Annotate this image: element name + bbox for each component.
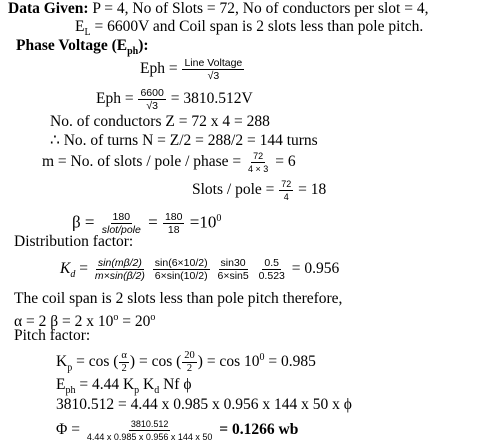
phi-denominator: 4.44 x 0.985 x 0.956 x 144 x 50 (86, 431, 213, 442)
emf-e-sub: ph (65, 385, 76, 397)
eph-value (96, 86, 253, 112)
kd-fraction-3 (215, 257, 250, 282)
emf-e: E (56, 376, 66, 393)
beta-degree: 0 (216, 213, 222, 224)
alpha-text: α = 2 β = 2 x 10 (14, 313, 114, 331)
kp-degree: 0 (259, 352, 265, 363)
kp-cos-3: ) = cos 10 (197, 353, 260, 371)
sp-result: = 18 (298, 181, 327, 198)
coil-span-line: The coil span is 2 slots less than pole pitch therefore, (14, 290, 343, 307)
kd-eq: = (79, 260, 88, 277)
phi-lhs: Φ = (56, 421, 80, 438)
eph2-denominator: √3 (146, 99, 158, 112)
m-numerator: 72 (253, 150, 264, 161)
eph2-lhs: Eph = (96, 90, 134, 107)
beta-result: =10 (189, 212, 217, 232)
m-denominator: 4 × 3 (248, 163, 269, 174)
sp-denominator: 4 (283, 191, 289, 202)
conductors-line: No. of conductors Z = 72 x 4 = 288 (50, 113, 270, 130)
sp-numerator: 72 (281, 178, 292, 189)
phi-formula (56, 414, 298, 446)
kd-num-3: sin30 (220, 256, 246, 269)
kp-fraction-1 (119, 350, 129, 375)
sp-lhs: Slots / pole = (192, 181, 275, 198)
kd-den-1: m×sin(β/2) (94, 269, 145, 282)
pv-label-sub: ph (127, 46, 139, 58)
eph-formula (140, 56, 245, 82)
kp-symbol: K (56, 353, 68, 371)
kp-result: = 0.985 (264, 353, 316, 371)
el-subscript: L (84, 27, 91, 39)
emf-calc: 3810.512 = 4.44 x 0.985 x 0.956 x 144 x 50 x ϕ (56, 396, 352, 413)
given-label: Data Given: (8, 0, 89, 17)
eph-denominator: √3 (207, 69, 220, 82)
given-line-1 (8, 0, 428, 18)
kd-fraction-1 (93, 257, 147, 282)
kp-fraction-2 (182, 350, 197, 375)
pitch-heading: Pitch factor: (14, 327, 91, 344)
phi-fraction (85, 418, 215, 443)
kd-formula (60, 253, 339, 291)
kd-result: = 0.956 (291, 260, 340, 277)
sp-fraction (279, 178, 293, 203)
kp-f1-num: α (121, 350, 127, 362)
beta-den-1: slot/pole (101, 224, 141, 237)
distribution-heading: Distribution factor: (14, 233, 134, 250)
given-values: P = 4, No of Slots = 72, No of conductors per slot = 4, (88, 0, 429, 17)
kd-fraction-4 (257, 257, 287, 282)
beta-fraction-2 (163, 211, 185, 236)
alpha-deg-2: o (150, 312, 156, 323)
eph2-fraction (138, 87, 165, 112)
eph-fraction (182, 57, 244, 82)
emf-b: = 4.44 K (75, 376, 135, 393)
emf-kd-sub: d (154, 385, 160, 397)
m-result: = 6 (275, 153, 296, 170)
kp-cos-2: ) = cos ( (129, 353, 182, 371)
kp-f2-den: 2 (186, 363, 193, 375)
kd-symbol: K (60, 260, 71, 277)
kd-den-3: 6×sin5 (217, 269, 249, 282)
kd-num-1: sin(mβ/2) (97, 256, 142, 269)
kp-cos-1: = cos ( (72, 353, 119, 371)
given-line-2-text: = 6600V and Coil span is 2 slots less than pole pitch. (90, 18, 424, 35)
turns-line: ∴ No. of turns N = Z/2 = 288/2 = 144 turns (50, 132, 318, 149)
emf-c: K (139, 376, 155, 393)
kp-f2-num: 20 (184, 350, 195, 362)
beta-den-2: 18 (167, 224, 180, 237)
alpha-deg-1: o (113, 312, 119, 323)
eph-numerator: Line Voltage (184, 56, 243, 69)
kp-f1-den: 2 (121, 363, 127, 375)
kd-den-4: 0.523 (258, 269, 285, 282)
beta-eq: = (148, 212, 158, 232)
pv-label-b: ): (138, 37, 149, 54)
kd-fraction-2 (153, 257, 210, 282)
kd-subscript: d (70, 269, 76, 281)
el-symbol: E (75, 18, 85, 35)
kd-num-4: 0.5 (264, 256, 280, 269)
alpha-text-b: = 20 (118, 313, 151, 331)
slots-per-pole (192, 176, 326, 204)
eph2-numerator: 6600 (140, 86, 164, 99)
phi-result: = 0.1266 wb (219, 421, 299, 438)
phi-numerator: 3810.512 (130, 418, 169, 429)
phase-voltage-heading (16, 37, 149, 61)
m-lhs: m = No. of slots / pole / phase = (42, 153, 242, 170)
beta-num-2: 180 (164, 211, 183, 224)
emf-kp-sub: p (134, 385, 140, 397)
kd-den-2: 6×sin(10/2) (154, 269, 208, 282)
kd-num-2: sin(6×10/2) (154, 256, 208, 269)
pv-label-a: Phase Voltage (E (16, 37, 128, 54)
eph2-result: = 3810.512V (170, 90, 253, 107)
eph-lhs: Eph = (140, 60, 178, 77)
beta-num-1: 180 (112, 211, 131, 224)
kp-subscript: p (67, 362, 73, 374)
m-fraction (246, 150, 270, 175)
emf-d: Nf ϕ (159, 376, 192, 393)
m-formula (42, 148, 296, 176)
beta-lhs: β = (72, 212, 95, 232)
